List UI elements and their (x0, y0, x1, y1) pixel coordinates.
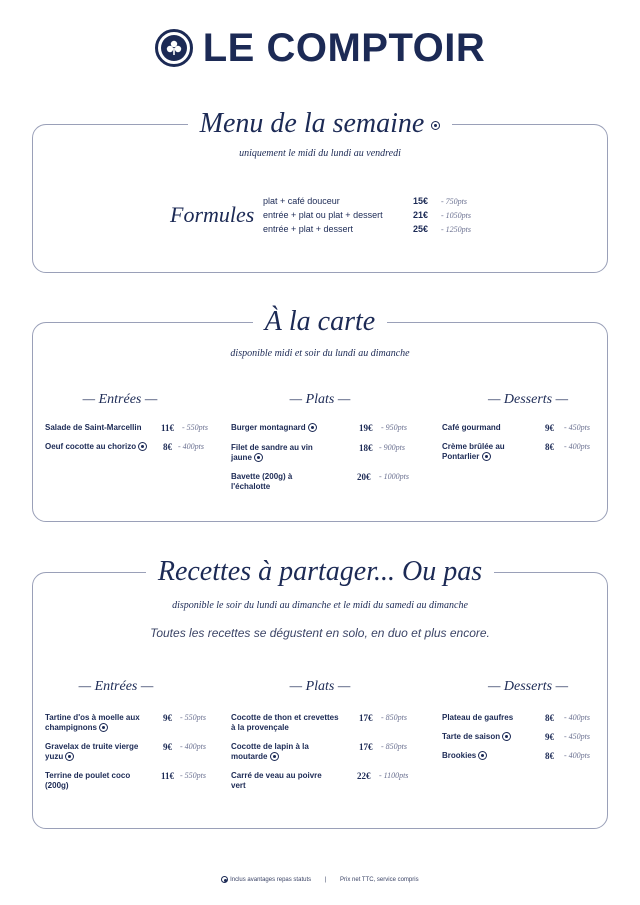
carte-desserts-heading: — Desserts — (487, 392, 569, 407)
benefit-badge-icon (99, 723, 108, 732)
benefit-badge-icon (138, 442, 147, 451)
benefit-badge-icon (502, 732, 511, 741)
partager-plats-heading: — Plats — (289, 679, 351, 694)
benefit-badge-icon (431, 121, 440, 130)
benefit-badge-icon (254, 453, 263, 462)
formules-label: Formules (170, 202, 255, 227)
partager-desserts-heading: — Desserts — (487, 679, 569, 694)
carte-plats-heading: — Plats — (289, 392, 351, 407)
benefit-badge-icon (308, 423, 317, 432)
partager-entrees-heading: — Entrées — (78, 679, 154, 694)
header (0, 26, 640, 70)
benefit-badge-icon (482, 452, 491, 461)
footer-separator: | (324, 877, 327, 884)
partager-title: Recettes à partager... Ou pas (0, 556, 640, 588)
carte-entrees-heading: — Entrées — (82, 392, 158, 407)
carte-subtitle: disponible midi et soir du lundi au dimanche (230, 348, 410, 359)
brand-name: LE COMPTOIR (202, 25, 486, 70)
logo-icon (155, 29, 193, 67)
carte-title: À la carte (0, 306, 640, 338)
benefit-badge-icon (221, 876, 228, 883)
benefit-badge-icon (65, 752, 74, 761)
footer (0, 876, 640, 883)
semaine-title: Menu de la semaine (0, 108, 640, 140)
benefit-badge-icon (478, 751, 487, 760)
footer-legend: Inclus avantages repas statuts (230, 877, 312, 884)
benefit-badge-icon (270, 752, 279, 761)
semaine-subtitle: uniquement le midi du lundi au vendredi (239, 148, 401, 159)
footer-prices-note: Prix net TTC, service compris (340, 877, 419, 884)
partager-note: Toutes les recettes se dégustent en solo, en duo et plus encore. (150, 626, 490, 640)
partager-subtitle: disponible le soir du lundi au dimanche et le midi du samedi au dimanche (172, 600, 468, 611)
